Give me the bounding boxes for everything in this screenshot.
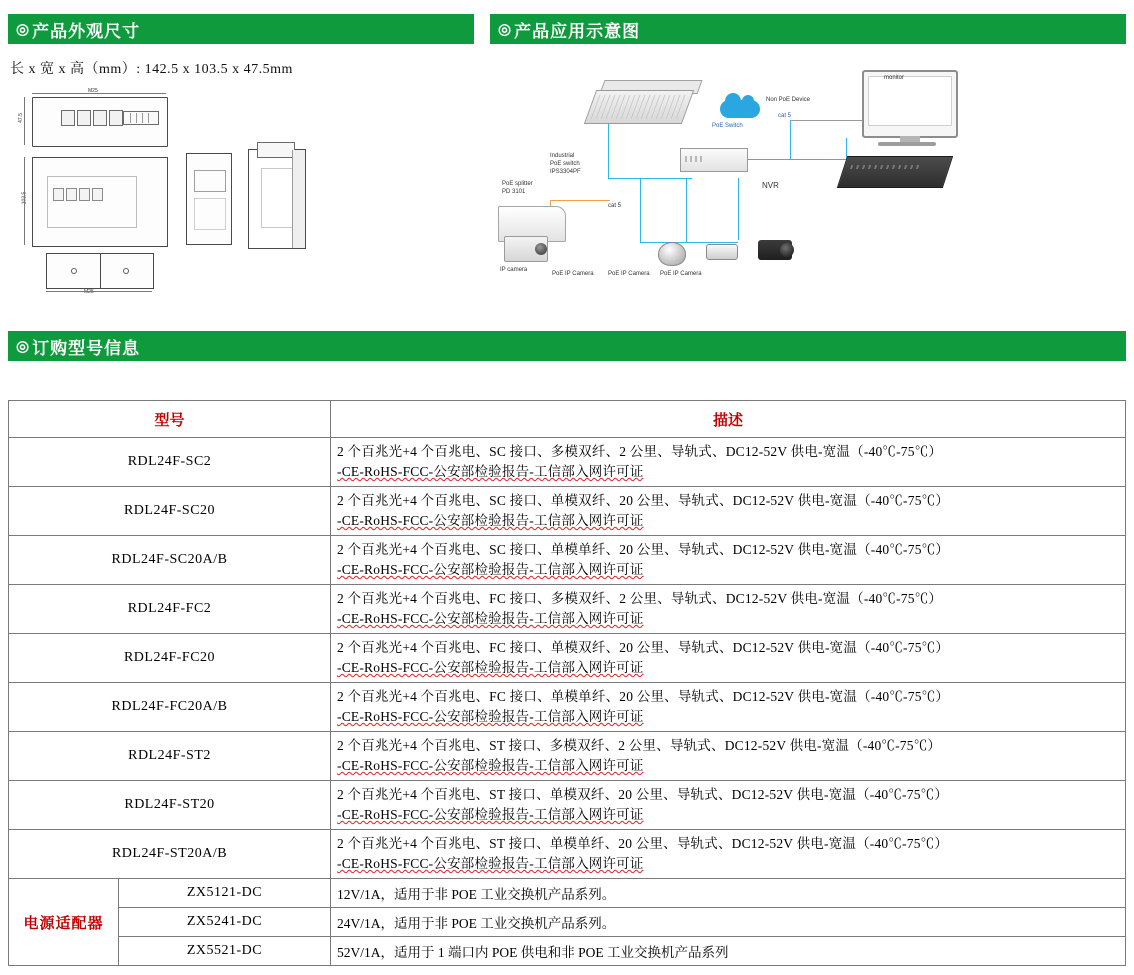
drawing-port (109, 110, 123, 126)
nvr-device (837, 156, 953, 188)
cell-model: RDL24F-SC20 (9, 487, 331, 536)
cell-model: RDL24F-FC20A/B (9, 683, 331, 732)
table-header-description: 描述 (331, 401, 1126, 438)
desc-line-2: -CE-RoHS-FCC-公安部检验报告-工信部入网许可证 (337, 562, 644, 577)
cell-model: RDL24F-ST20A/B (9, 830, 331, 879)
table-header-model: 型号 (9, 401, 331, 438)
drawing-front-panel (47, 176, 137, 228)
cell-adapter-model: ZX5521-DC (119, 937, 331, 966)
cell-model: RDL24F-FC20 (9, 634, 331, 683)
dome-camera-device (658, 242, 686, 266)
section-title-application: 产品应用示意图 (514, 21, 641, 41)
app-label-cat5-a: cat 5 (608, 203, 622, 209)
drawing-label-side-height: 103.5 (21, 191, 28, 205)
table-row-adapter (9, 879, 1126, 908)
drawing-port (93, 110, 107, 126)
table-row (9, 732, 1126, 781)
app-label-poe-ip-camera-1: PoE IP Camera (552, 271, 594, 277)
desc-line-2: -CE-RoHS-FCC-公安部检验报告-工信部入网许可证 (337, 807, 644, 822)
cloud-icon (720, 100, 760, 118)
section-marker-icon: ◎ (16, 21, 31, 38)
desc-line-1: 2 个百兆光+4 个百兆电、FC 接口、单模双纤、20 公里、导轨式、DC12-52V 供电-宽温（-40℃-75℃） (337, 640, 950, 655)
table-row (9, 830, 1126, 879)
cell-adapter-model: ZX5121-DC (119, 879, 331, 908)
app-label-model: IPS3304PF (550, 169, 581, 175)
desc-line-1: 2 个百兆光+4 个百兆电、FC 接口、单模单纤、20 公里、导轨式、DC12-52V 供电-宽温（-40℃-75℃） (337, 689, 950, 704)
table-row (9, 438, 1126, 487)
cell-model: RDL24F-ST20 (9, 781, 331, 830)
drawing-port (79, 188, 90, 201)
table-row (9, 487, 1126, 536)
desc-line-1: 2 个百兆光+4 个百兆电、ST 接口、单模单纤、20 公里、导轨式、DC12-52V 供电-宽温（-40℃-75℃） (337, 836, 949, 851)
drawing-port (92, 188, 103, 201)
cell-description (331, 732, 1126, 781)
cell-description (331, 781, 1126, 830)
cell-adapter-description: 24V/1A，适用于非 POE 工业交换机产品系列。 (331, 908, 1126, 937)
table-header-row (9, 401, 1126, 438)
cell-adapter-description: 52V/1A，适用于 1 端口内 POE 供电和非 POE 工业交换机产品系列 (331, 937, 1126, 966)
drawing-bottom-view (46, 253, 154, 289)
ip-camera-device (504, 236, 548, 262)
drawing-port (61, 110, 75, 126)
table-row (9, 634, 1126, 683)
drawing-port (53, 188, 64, 201)
desc-line-1: 2 个百兆光+4 个百兆电、ST 接口、单模双纤、20 公里、导轨式、DC12-52V 供电-宽温（-40℃-75℃） (337, 787, 949, 802)
app-label-poe-switch: PoE switch (550, 161, 580, 167)
table-row (9, 536, 1126, 585)
desc-line-2: -CE-RoHS-FCC-公安部检验报告-工信部入网许可证 (337, 856, 644, 871)
desc-line-2: -CE-RoHS-FCC-公安部检验报告-工信部入网许可证 (337, 709, 644, 724)
product-dimension-drawing (10, 85, 460, 295)
app-label-poe-ip-camera-2: PoE IP Camera (608, 271, 650, 277)
app-label-industrial: Industrial (550, 153, 575, 159)
app-label-poe-splitter: PoE splitter (502, 181, 533, 187)
cell-description (331, 487, 1126, 536)
drawing-port (66, 188, 77, 201)
cell-model: RDL24F-SC20A/B (9, 536, 331, 585)
drawing-front-view (32, 157, 168, 247)
app-label-ip-camera: IP camera (500, 267, 528, 273)
drawing-label-height: 47.5 (17, 113, 24, 123)
cell-description (331, 830, 1126, 879)
industrial-poe-switch (584, 90, 694, 124)
app-label-cat5-b: cat 5 (778, 113, 792, 119)
box-camera-device (758, 240, 792, 260)
desc-line-1: 2 个百兆光+4 个百兆电、ST 接口、多模双纤、2 公里、导轨式、DC12-52V 供电-宽温（-40℃-75℃） (337, 738, 942, 753)
app-label-nvr: NVR (762, 181, 779, 190)
cell-description (331, 438, 1126, 487)
desc-line-1: 2 个百兆光+4 个百兆电、FC 接口、多模双纤、2 公里、导轨式、DC12-52V 供电-宽温（-40℃-75℃） (337, 591, 943, 606)
cell-adapter-description: 12V/1A，适用于非 POE 工业交换机产品系列。 (331, 879, 1126, 908)
drawing-port (77, 110, 91, 126)
poe-splitter-device (680, 148, 748, 172)
drawing-side-view (186, 153, 232, 245)
app-label-monitor: monitor (884, 75, 905, 81)
cell-description (331, 536, 1126, 585)
drawing-port-group (61, 110, 123, 126)
drawing-label-top-width: M25 (88, 88, 98, 94)
section-marker-icon: ◎ (498, 21, 513, 38)
cell-description (331, 683, 1126, 732)
table-row-adapter (9, 908, 1126, 937)
desc-line-2: -CE-RoHS-FCC-公安部检验报告-工信部入网许可证 (337, 660, 644, 675)
monitor-base (878, 142, 936, 146)
ordering-information-table (8, 400, 1126, 966)
bullet-camera-device (706, 244, 738, 260)
app-label-poe-ip-camera-3: PoE IP Camera (660, 271, 702, 277)
table-row (9, 781, 1126, 830)
cell-description (331, 634, 1126, 683)
drawing-isometric-view (248, 149, 306, 249)
desc-line-2: -CE-RoHS-FCC-公安部检验报告-工信部入网许可证 (337, 464, 644, 479)
desc-line-1: 2 个百兆光+4 个百兆电、SC 接口、单模双纤、20 公里、导轨式、DC12-52V 供电-宽温（-40℃-75℃） (337, 493, 950, 508)
dimension-spec-text: 长 x 宽 x 高（mm）: 142.5 x 103.5 x 47.5mm (10, 62, 293, 77)
section-header-ordering (8, 331, 1126, 361)
drawing-top-view (32, 97, 168, 147)
desc-line-1: 2 个百兆光+4 个百兆电、SC 接口、多模双纤、2 公里、导轨式、DC12-52V 供电-宽温（-40℃-75℃） (337, 444, 943, 459)
section-marker-icon: ◎ (16, 338, 31, 355)
cell-description (331, 585, 1126, 634)
desc-line-2: -CE-RoHS-FCC-公安部检验报告-工信部入网许可证 (337, 513, 644, 528)
monitor-device (862, 70, 958, 138)
drawing-terminal-strip (123, 111, 159, 125)
table-row-adapter (9, 937, 1126, 966)
cell-adapter-model: ZX5241-DC (119, 908, 331, 937)
table-row (9, 585, 1126, 634)
section-header-application (490, 14, 1126, 44)
cell-model: RDL24F-FC2 (9, 585, 331, 634)
cell-model: RDL24F-ST2 (9, 732, 331, 781)
cell-model: RDL24F-SC2 (9, 438, 331, 487)
desc-line-1: 2 个百兆光+4 个百兆电、SC 接口、单模单纤、20 公里、导轨式、DC12-52V 供电-宽温（-40℃-75℃） (337, 542, 950, 557)
app-label-non-poe-device: Non PoE Device (766, 97, 811, 103)
drawing-label-bottom-width: M25 (84, 289, 94, 295)
desc-line-2: -CE-RoHS-FCC-公安部检验报告-工信部入网许可证 (337, 611, 644, 626)
cell-adapter-label: 电源适配器 (9, 879, 119, 966)
section-header-dimensions (8, 14, 474, 44)
drawing-front-ports (53, 188, 103, 201)
section-title-ordering: 订购型号信息 (32, 338, 141, 358)
app-label-poe-switch-cloud: PoE Switch (712, 123, 743, 129)
table-row (9, 683, 1126, 732)
desc-line-2: -CE-RoHS-FCC-公安部检验报告-工信部入网许可证 (337, 758, 644, 773)
section-title-dimensions: 产品外观尺寸 (32, 21, 141, 41)
application-topology-diagram (490, 60, 1130, 305)
app-label-splitter-model: PD 3101 (502, 189, 526, 195)
